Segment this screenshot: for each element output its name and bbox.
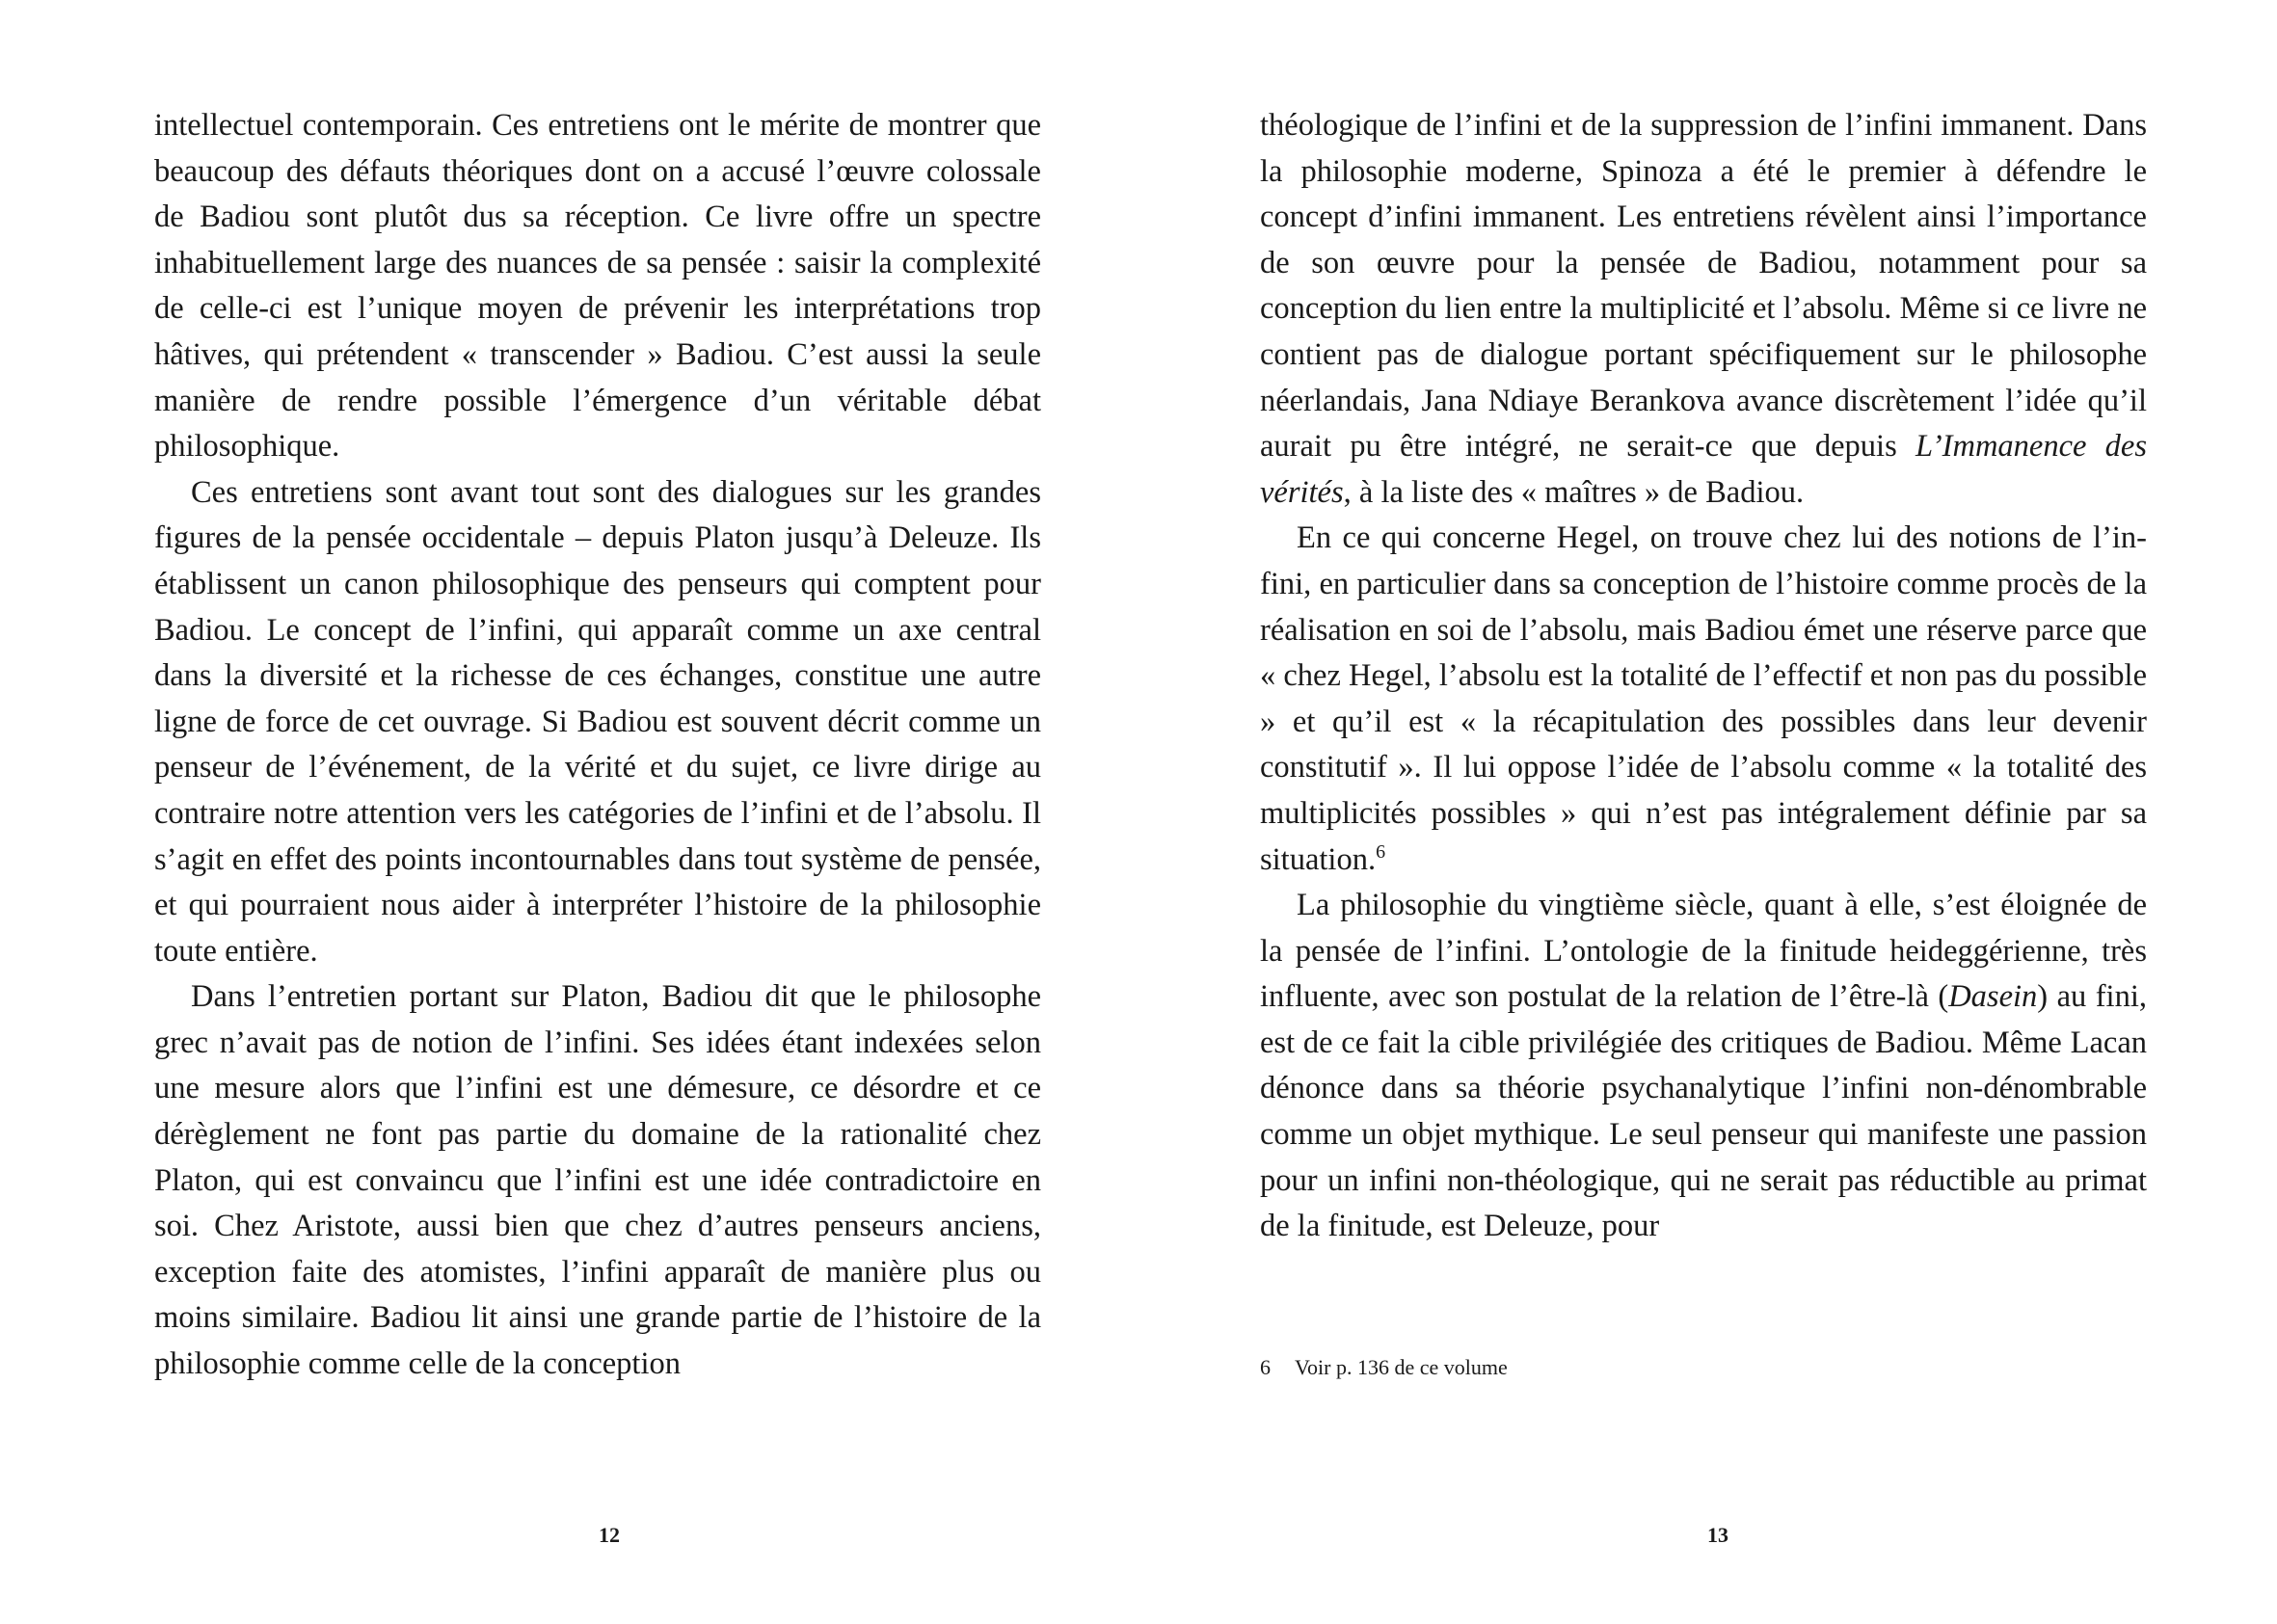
right-paragraph-2-text: En ce qui concerne Hegel, on trouve chez lui des notions de l’infini, en particulier dans sa conception de l’histoire comme procès de la réalisation en soi de l’absolu, mais Badiou émet une réserve parce que « chez Hegel, l’absolu est la totalité de l’effectif et non pas du possible » et qu’il est « la récapitulation des possibles dans leur devenir constitutif ». Il lui oppose l’idée de l’absolu comme « la totalité des multiplicités possibles » qui n’est pas intégralement définie par sa situation.	[1260, 520, 2147, 877]
page-number-right: 13	[1707, 1523, 1728, 1547]
left-paragraph-2: Ces entretiens sont avant tout sont des dialogues sur les grandes figures de la pensée occidentale – depuis Platon jusqu’à Deleuze. Ils établissent un canon philosophique des penseurs qui comptent pour Badiou. Le concept de l’infini, qui apparaît comme un axe central dans la diversité et la richesse de ces échanges, constitue une autre ligne de force de cet ouvrage. Si Badiou est souvent décrit comme un penseur de l’événement, de la vérité et du sujet, ce livre dirige au contraire notre attention vers les catégories de l’infini et de l’absolu. Il s’agit en effet des points incontournables dans tout système de pensée, et qui pourraient nous aider à interpréter l’histoire de la philosophie toute entière.	[154, 474, 1041, 969]
right-body-text	[1260, 103, 2147, 1250]
book-title-italic: L’Immanence des vérités	[1260, 429, 2148, 510]
footnote-text: Voir p. 136 de ce volume	[1295, 1355, 1508, 1379]
left-body-text	[154, 103, 1041, 1388]
footnote-number: 6	[1260, 1355, 1271, 1379]
right-paragraph-2	[1260, 516, 2147, 883]
right-paragraph-1-text: théologique de l’infini et de la suppression de l’infini immanent. Dans la philosophie moderne, Spinoza a été le premier à défendre le concept d’infini immanent. Les entretiens révèlent ainsi l’importance de son œuvre pour la pensée de Badiou, notamment pour sa conception du lien entre la multiplicité et l’absolu. Même si ce livre ne contient pas de dialogue portant spécifiquement sur le philosophe néerlandais, Jana Ndiaye Berankova avance discrètement l’idée qu’il aurait pu être intégré, ne serait-ce que depuis	[1260, 108, 2147, 465]
footnote-reference[interactable]: 6	[1376, 840, 1386, 863]
right-paragraph-3-start: La philosophie du vingtième siècle, quant à elle, s’est éloignée de la pensée de l’infini. L’ontologie de la finitude heideggérienne, très influente, avec son postulat de la relation de l’être-là (	[1260, 888, 2147, 1015]
right-paragraph-1	[1260, 103, 2147, 516]
left-page	[0, 0, 1138, 1624]
right-page	[1138, 0, 2277, 1624]
left-paragraph-3: Dans l’entretien portant sur Platon, Badiou dit que le philosophe grec n’avait pas de notion de l’infini. Ses idées étant indexées selon une mesure alors que l’infini est une démesure, ce désordre et ce dérèglement ne font pas partie du domaine de la rationalité chez Platon, qui est convaincu que l’infini est une idée contradictoire en soi. Chez Aristote, aussi bien que chez d’autres penseurs anciens, exception faite des atomistes, l’infini apparaît de manière plus ou moins similaire. Badiou lit ainsi une grande partie de l’histoire de la philosophie comme celle de la conception	[154, 979, 1041, 1382]
footnote	[1260, 1353, 2147, 1382]
left-paragraph-1: intellectuel contemporain. Ces entretiens ont le mérite de montrer que beaucoup des défauts théoriques dont on a accusé l’œuvre colossale de Badiou sont plutôt dus sa réception. Ce livre offre un spectre inhabituellement large des nuances de sa pensée : saisir la complexité de celle-ci est l’unique moyen de prévenir les interprétations trop hâtives, qui prétendent « transcender » Badiou. C’est aussi la seule manière de rendre possible l’émergence d’un véritable débat philosophique.	[154, 108, 1041, 465]
right-paragraph-1-end: , à la liste des « maîtres » de Badiou.	[1343, 474, 1805, 510]
dasein-italic: Dasein	[1948, 979, 2038, 1015]
right-paragraph-3	[1260, 883, 2147, 1250]
page-number-left: 12	[599, 1523, 620, 1547]
right-paragraph-3-end: ) au fini, est de ce fait la cible privilégiée des critiques de Badiou. Même Lacan dénonce dans sa théorie psychanalytique l’infini non-dénombrable comme un objet mythique. Le seul penseur qui manifeste une passion pour un infini non-théologique, qui ne serait pas réductible au primat de la finitude, est Deleuze, pour	[1260, 979, 2147, 1244]
